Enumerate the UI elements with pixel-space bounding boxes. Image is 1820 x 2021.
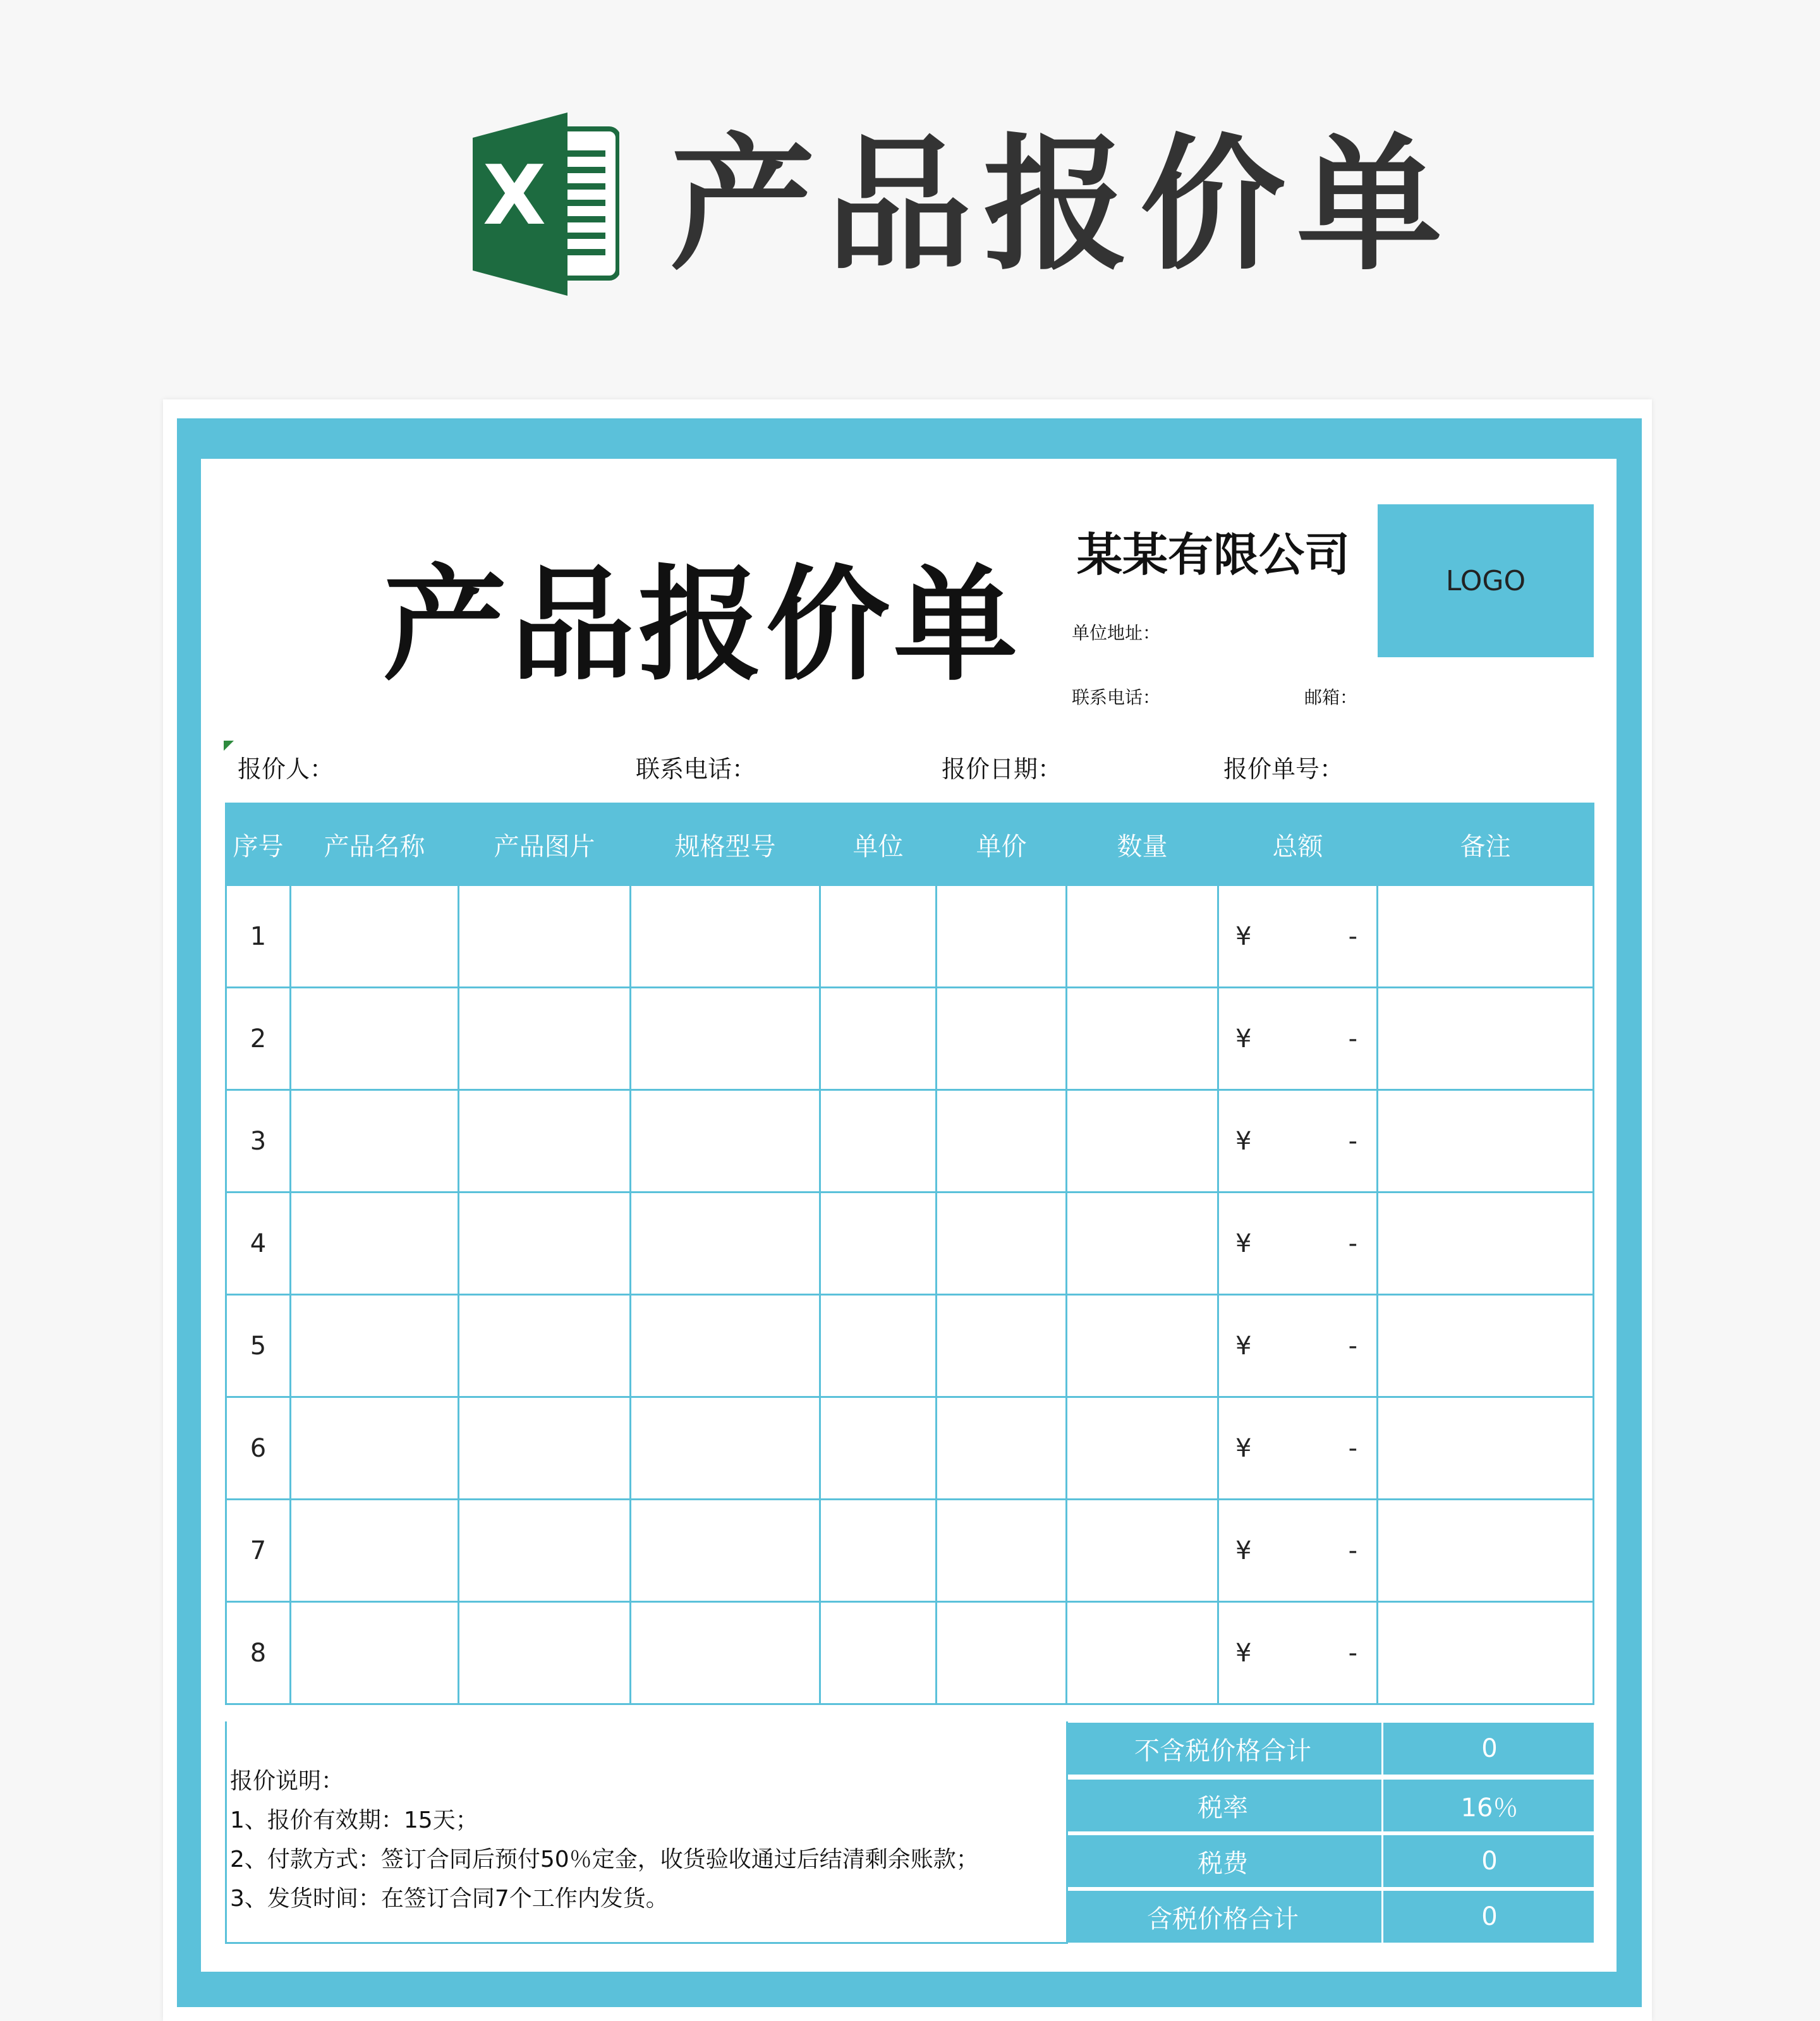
unit-price-cell[interactable] — [937, 1090, 1067, 1193]
header-cell: 总额 — [1218, 804, 1378, 885]
total-value: - — [1348, 1536, 1357, 1565]
row-number[interactable]: 6 — [226, 1397, 291, 1500]
remark-cell[interactable] — [1378, 1295, 1594, 1397]
quote-number-label: 报价单号： — [1223, 755, 1344, 783]
header-cell: 规格型号 — [631, 804, 820, 885]
product-name-cell[interactable] — [291, 1500, 459, 1602]
company-name: 某某有限公司 — [1077, 528, 1350, 581]
header-cell: 备注 — [1378, 804, 1594, 885]
product-name-cell[interactable] — [291, 988, 459, 1090]
email-label: 邮箱： — [1304, 687, 1358, 708]
summary-label: 不含税价格合计 — [1134, 1736, 1311, 1766]
summary-label: 含税价格合计 — [1147, 1904, 1299, 1934]
product-name-cell[interactable] — [291, 1602, 459, 1704]
header-cell: 单位 — [820, 804, 937, 885]
unit-price-cell[interactable] — [937, 1397, 1067, 1500]
product-image-cell[interactable] — [459, 885, 631, 988]
remark-cell[interactable] — [1378, 885, 1594, 988]
remark-cell[interactable] — [1378, 1397, 1594, 1500]
logo-placeholder — [1378, 504, 1594, 657]
product-image-cell[interactable] — [459, 1500, 631, 1602]
summary-row-tax-rate — [1067, 1780, 1594, 1831]
summary-label: 税率 — [1198, 1793, 1248, 1823]
total-cell[interactable] — [1218, 1397, 1378, 1500]
table-row — [226, 988, 1594, 1090]
row-number[interactable]: 1 — [226, 885, 291, 988]
summary-row-subtotal — [1067, 1723, 1594, 1775]
notes-title: 报价说明： — [230, 1768, 344, 1794]
quantity-cell[interactable] — [1067, 1397, 1218, 1500]
notes-line: 3、发货时间：在签订合同7个工作内发货。 — [230, 1886, 669, 1912]
unit-cell[interactable] — [820, 1090, 937, 1193]
total-value: - — [1348, 1126, 1357, 1156]
row-number[interactable]: 2 — [226, 988, 291, 1090]
table-row — [226, 1193, 1594, 1295]
total-value: - — [1348, 1638, 1357, 1668]
unit-price-cell[interactable] — [937, 885, 1067, 988]
summary-value[interactable]: 16％ — [1381, 1780, 1596, 1831]
unit-cell[interactable] — [820, 1500, 937, 1602]
spec-cell[interactable] — [631, 1602, 820, 1704]
currency-symbol: ¥ — [1235, 1229, 1252, 1258]
summary-row-total — [1067, 1891, 1594, 1943]
quote-date-label: 报价日期： — [942, 755, 1062, 783]
currency-symbol: ¥ — [1235, 1331, 1252, 1361]
spec-cell[interactable] — [631, 1295, 820, 1397]
total-cell[interactable] — [1218, 1193, 1378, 1295]
unit-price-cell[interactable] — [937, 1500, 1067, 1602]
banner-title: 产品报价单 — [670, 121, 1454, 290]
total-cell[interactable] — [1218, 988, 1378, 1090]
product-name-cell[interactable] — [291, 1090, 459, 1193]
row-number[interactable]: 3 — [226, 1090, 291, 1193]
table-row — [226, 1500, 1594, 1602]
product-name-cell[interactable] — [291, 885, 459, 988]
quantity-cell[interactable] — [1067, 988, 1218, 1090]
remark-cell[interactable] — [1378, 1500, 1594, 1602]
currency-symbol: ¥ — [1235, 921, 1252, 951]
header-cell: 产品图片 — [459, 804, 631, 885]
row-number[interactable]: 7 — [226, 1500, 291, 1602]
notes-line: 2、付款方式：签订合同后预付50％定金，收货验收通过后结清剩余账款； — [230, 1847, 979, 1872]
summary-value[interactable]: 0 — [1381, 1723, 1596, 1775]
row-number[interactable]: 5 — [226, 1295, 291, 1397]
remark-cell[interactable] — [1378, 988, 1594, 1090]
spec-cell[interactable] — [631, 1397, 820, 1500]
total-cell[interactable] — [1218, 1295, 1378, 1397]
total-value: - — [1348, 921, 1357, 951]
header-cell: 数量 — [1067, 804, 1218, 885]
summary-value[interactable]: 0 — [1381, 1835, 1596, 1887]
product-image-cell[interactable] — [459, 1602, 631, 1704]
unit-cell[interactable] — [820, 1602, 937, 1704]
spec-cell[interactable] — [631, 1500, 820, 1602]
unit-price-cell[interactable] — [937, 1193, 1067, 1295]
header-cell: 序号 — [226, 804, 291, 885]
unit-cell[interactable] — [820, 1295, 937, 1397]
logo-text: LOGO — [1445, 564, 1526, 597]
total-value: - — [1348, 1331, 1357, 1361]
summary-row-tax — [1067, 1835, 1594, 1887]
spec-cell[interactable] — [631, 885, 820, 988]
unit-price-cell[interactable] — [937, 1295, 1067, 1397]
product-image-cell[interactable] — [459, 1090, 631, 1193]
unit-cell[interactable] — [820, 1193, 937, 1295]
total-cell[interactable] — [1218, 1500, 1378, 1602]
table-row — [226, 1090, 1594, 1193]
quantity-cell[interactable] — [1067, 1090, 1218, 1193]
total-value: - — [1348, 1229, 1357, 1258]
svg-text:X: X — [482, 147, 547, 243]
product-name-cell[interactable] — [291, 1397, 459, 1500]
banner — [0, 0, 1820, 392]
unit-cell[interactable] — [820, 988, 937, 1090]
total-cell[interactable] — [1218, 885, 1378, 988]
cell-comment-marker-icon — [224, 741, 234, 751]
header-cell: 产品名称 — [291, 804, 459, 885]
unit-cell[interactable] — [820, 885, 937, 988]
currency-symbol: ¥ — [1235, 1024, 1252, 1053]
quote-notes — [230, 1762, 979, 1919]
table-row — [226, 1602, 1594, 1704]
quantity-cell[interactable] — [1067, 1602, 1218, 1704]
product-name-cell[interactable] — [291, 1295, 459, 1397]
unit-cell[interactable] — [820, 1397, 937, 1500]
product-image-cell[interactable] — [459, 1397, 631, 1500]
company-phone-label: 联系电话： — [1072, 687, 1161, 708]
excel-icon — [473, 112, 619, 296]
currency-symbol: ¥ — [1235, 1536, 1252, 1565]
total-value: - — [1348, 1024, 1357, 1053]
quantity-cell[interactable] — [1067, 885, 1218, 988]
quantity-cell[interactable] — [1067, 1500, 1218, 1602]
quoter-label: 报价人： — [238, 755, 334, 783]
product-image-cell[interactable] — [459, 1295, 631, 1397]
row-number[interactable]: 4 — [226, 1193, 291, 1295]
product-image-cell[interactable] — [459, 988, 631, 1090]
total-cell[interactable] — [1218, 1090, 1378, 1193]
address-label: 单位地址： — [1072, 622, 1161, 643]
remark-cell[interactable] — [1378, 1090, 1594, 1193]
quantity-cell[interactable] — [1067, 1295, 1218, 1397]
spec-cell[interactable] — [631, 1193, 820, 1295]
total-value: - — [1348, 1433, 1357, 1463]
quantity-cell[interactable] — [1067, 1193, 1218, 1295]
spec-cell[interactable] — [631, 1090, 820, 1193]
header-cell: 单价 — [937, 804, 1067, 885]
product-image-cell[interactable] — [459, 1193, 631, 1295]
unit-price-cell[interactable] — [937, 1602, 1067, 1704]
total-cell[interactable] — [1218, 1602, 1378, 1704]
spec-cell[interactable] — [631, 988, 820, 1090]
table-row — [226, 885, 1594, 988]
contact-phone-label: 联系电话： — [636, 755, 756, 783]
notes-line: 1、报价有效期：15天； — [230, 1807, 478, 1833]
row-number[interactable]: 8 — [226, 1602, 291, 1704]
remark-cell[interactable] — [1378, 1602, 1594, 1704]
unit-price-cell[interactable] — [937, 988, 1067, 1090]
summary-label: 税费 — [1198, 1848, 1248, 1878]
currency-symbol: ¥ — [1235, 1638, 1252, 1668]
summary-value[interactable]: 0 — [1381, 1891, 1596, 1943]
currency-symbol: ¥ — [1235, 1433, 1252, 1463]
table-header-row — [226, 804, 1594, 885]
product-name-cell[interactable] — [291, 1193, 459, 1295]
quotation-table — [225, 803, 1594, 1705]
document-title: 产品报价单 — [383, 554, 1022, 698]
currency-symbol: ¥ — [1235, 1126, 1252, 1156]
table-row — [226, 1295, 1594, 1397]
table-row — [226, 1397, 1594, 1500]
remark-cell[interactable] — [1378, 1193, 1594, 1295]
